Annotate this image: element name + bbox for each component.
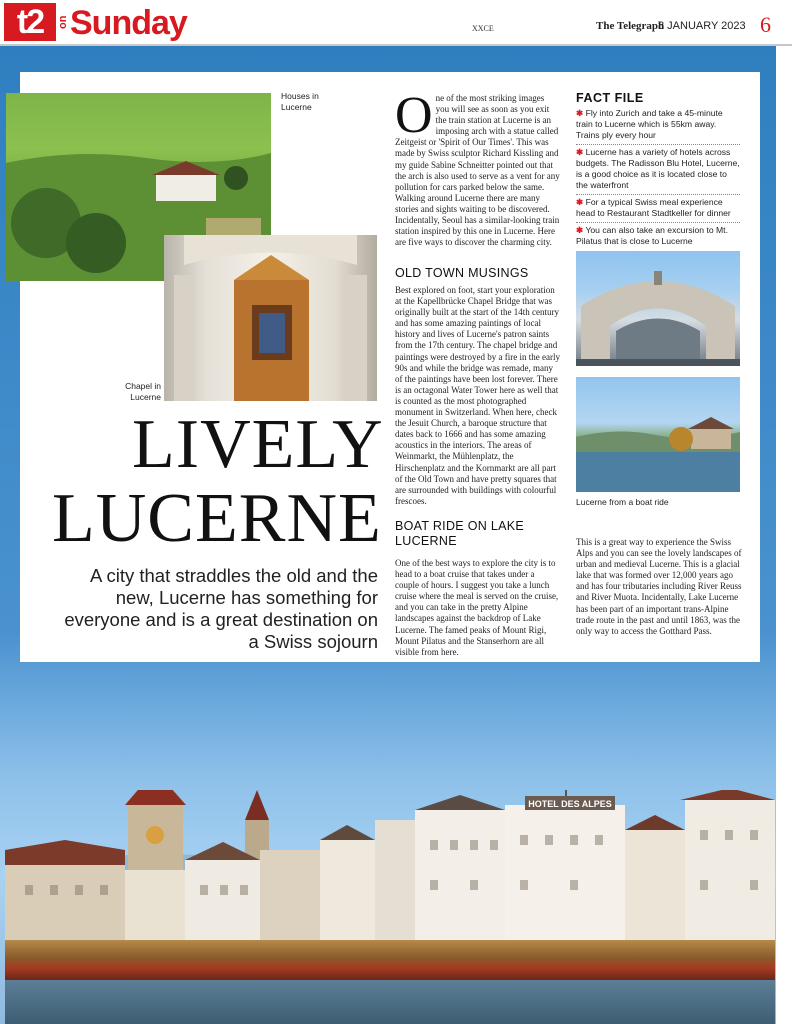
lake-view-photo (576, 377, 740, 492)
drop-cap: O (395, 87, 433, 144)
station-arch-photo (576, 251, 740, 366)
river-water (5, 980, 775, 1024)
fact-text: You can also take an excursion to Mt. Pilatus that is close to Lucerne (576, 225, 728, 246)
bullet-icon: ✱ (576, 197, 584, 207)
section1-text: Best explored on foot, start your exploration at the Kapellbrücke Chapel Bridge that was originally built at the start of the 14th century and has some amazing paintings of local history and lives of Lucerne's patron saints from the 17th century. The chapel bridge and paintings were destroyed by a fire in the early 90s and while the bridge was remade, many of the paintings have been lost forever. There is an octagonal Water Tower here as well that is counted as the most photographed monument in Switzerland. When here, check the Jesuit Church, a baroque structure that dates back to 1666 and has some amazing acoustics in the interiors. The areas of Weinmarkt, the Mühlenplatz, the Hirschenplatz and the Kornmarkt are all part of the Old Town and have pretty squares that are surrounded with buildings with colourful frescoes. (395, 285, 560, 506)
edition-code: XXCE (472, 24, 494, 33)
houses-caption: Houses in Lucerne (281, 91, 319, 112)
bullet-icon: ✱ (576, 147, 584, 157)
paper-name: The Telegraph (596, 20, 665, 32)
factfile-title: FACT FILE (576, 91, 644, 105)
page-number: 6 (760, 12, 771, 37)
section2-text: One of the best ways to explore the city is to head to a boat cruise that takes under a couple of hours. I suggest you take a lunch cruise where the meal is served on the cruise, and you can take in the pretty Alpine landscapes against the backdrop of Lake Lucerne. The famed peaks of Mount Rigi, Mount Pilatus and the Stanserhorn are all visible from here. (395, 558, 559, 657)
intro-text: ne of the most striking images you will see as soon as you exit the train station at Lucerne is an imposing arch with a statue called Zeitgeist or 'Spirit of Our Times'. This was made by Swiss sculptor Richard Kissling and my guide Sabine Schneitter pointed out that the arch is also used to serve as a vent for any pollution for cars parked below the same. Walking around Lucerne there are many stories and sights waiting to be discovered. Incidentally, Seoul has a similar-looking train station inspired by this one in Lucerne. Here are five ways to discover the charming city. (395, 93, 560, 248)
bullet-icon: ✱ (576, 108, 584, 118)
fact-item (576, 106, 740, 145)
standfirst: A city that straddles the old and the new, Lucerne has something for everyone and is a great destination on a Swiss sojourn (64, 565, 378, 652)
headline-line2: LUCERNE (52, 480, 382, 557)
chapel-photo (164, 235, 377, 401)
fact-text: Fly into Zurich and take a 45-minute train to Lucerne which is 55km away. Trains ply every hour (576, 108, 723, 140)
section1-heading: OLD TOWN MUSINGS (395, 266, 529, 280)
sunday-logo: Sunday (70, 4, 187, 42)
headline-line1: LIVELY (132, 406, 384, 483)
on-label: on (57, 15, 69, 29)
fact-item (576, 145, 740, 195)
fact-text: Lucerne has a variety of hotels across budgets. The Radisson Blu Hotel, Lucerne, is a good choice as it is located close to the waterfront (576, 147, 740, 190)
chapel-caption: Chapel in Lucerne (125, 381, 161, 402)
intro-column (395, 87, 560, 248)
fact-item (576, 223, 740, 250)
page-margin (776, 46, 792, 1024)
fact-text: For a typical Swiss meal experience head to Restaurant Stadtkeller for dinner (576, 197, 731, 218)
boat-caption: Lucerne from a boat ride (576, 497, 669, 507)
hotel-sign: HOTEL DES ALPES (528, 799, 612, 809)
fact-item (576, 195, 740, 223)
t2-logo: t2 (4, 3, 56, 41)
bullet-icon: ✱ (576, 225, 584, 235)
section2-continued: This is a great way to experience the Swiss Alps and you can see the lovely landscapes of urban and medieval Lucerne. This is a glacial lake that was formed over 12,000 years ago and has four tributaries including River Reuss and River Muota. Incidentally, Lake Lucerne has been part of an important trans-Alpine trade route in the past and until 1863, was the only way to access the Gotthard Pass. (576, 537, 742, 636)
issue-date: 8 JANUARY 2023 (658, 20, 746, 32)
chapel-bridge (5, 940, 775, 980)
factfile-list (576, 106, 740, 250)
section2-heading: BOAT RIDE ON LAKE LUCERNE (395, 519, 524, 548)
